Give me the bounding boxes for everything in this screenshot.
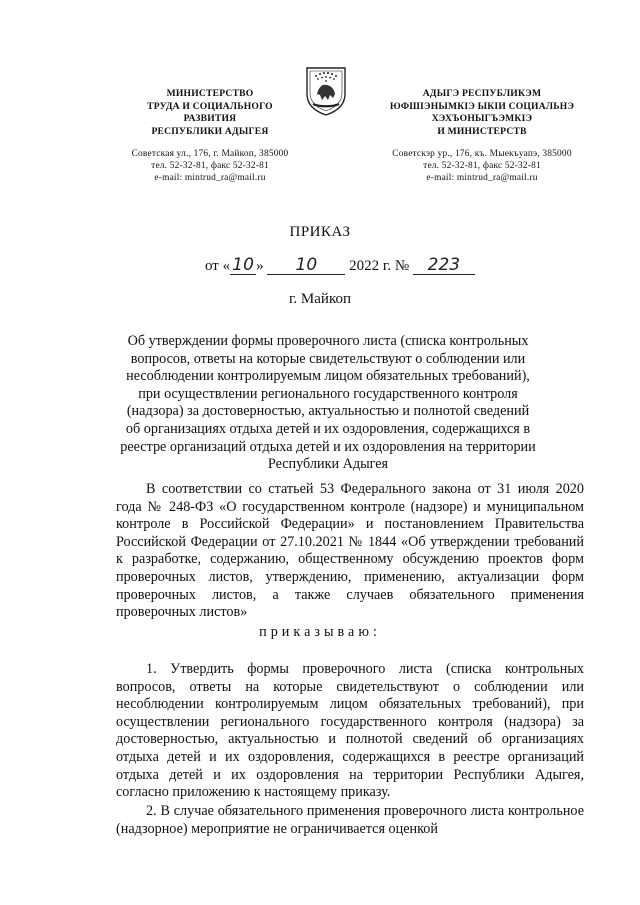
order-number: 223: [413, 256, 475, 275]
decree-word: приказываю:: [259, 624, 381, 640]
coat-of-arms-icon: [303, 64, 349, 116]
order-item-1: 1. Утвердить формы проверочного листа (списка контрольных вопросов, ответы на которые свидетельствуют о соблюдении или несоблюдении контролируемым лицом обязательных требований), при осуществлении регионального государственного контроля (надзора) за достоверностью, актуальностью и полнотой сведений об организациях отдыха детей и их оздоровления, содержащихся в реестре организаций отдыха детей и их оздоровления на территории Республики Адыгея, согласно приложению к настоящему приказу.: [116, 661, 584, 801]
order-quote-close: »: [256, 258, 264, 274]
ministry-contacts-right: [362, 148, 602, 184]
email: e-mail: mintrud_ra@mail.ru: [154, 173, 266, 184]
order-subject: Об утверждении формы проверочного листа (списка контрольных вопросов, ответы на которые свидетельствуют о соблюдении или несоблюдении контролируемым лицом обязательных требований), при осуществлении регионального государственного контроля (надзора) за достоверностью, актуальностью и полнотой сведений об организациях отдыха детей и их оздоровления, содержащихся в реестре организаций отдыха детей и их оздоровления на территории Республики Адыгея: [120, 333, 536, 473]
address: Советская ул., 176, г. Майкоп, 385000: [131, 149, 289, 160]
ministry-name-line: РАЗВИТИЯ: [183, 113, 237, 125]
ministry-name-line: ТРУДА И СОЦИАЛЬНОГО: [147, 100, 273, 112]
ministry-header-right: [362, 88, 602, 184]
order-from-label: от «: [205, 258, 231, 274]
ministry-name-line: МИНИСТЕРСТВО: [166, 88, 254, 99]
ministry-name-line: И МИНИСТЕРСТВ: [437, 125, 527, 137]
order-title: ПРИКАЗ: [289, 224, 351, 240]
order-month: 10: [267, 256, 345, 275]
order-year-label: 2022 г. №: [349, 258, 410, 274]
ministry-contacts-left: [95, 148, 325, 184]
email: e-mail: mintrud_ra@mail.ru: [426, 173, 538, 184]
ministry-name-line: АДЫГЭ РЕСПУБЛИКЭМ: [422, 88, 542, 99]
ministry-name-line: РЕСПУБЛИКИ АДЫГЕЯ: [151, 125, 269, 137]
order-date-number-line: [205, 256, 495, 275]
ministry-header-left: [95, 88, 325, 184]
phone: тел. 52-32-81, факс 52-32-81: [151, 161, 269, 172]
ministry-name-line: ЮФШІЭНЫМКІЭ ЫКІИ СОЦИАЛЬНЭ: [389, 100, 575, 112]
phone: тел. 52-32-81, факс 52-32-81: [423, 161, 541, 172]
legal-basis-paragraph: В соответствии со статьей 53 Федерального закона от 31 июля 2020 года № 248-ФЗ «О государственном контроле (надзоре) и муниципальном контроле в Российской Федерации» и постановлением Правительства Российской Федерации от 27.10.2021 № 1844 «Об утверждении требований к разработке, содержанию, общественному обсуждению проектов форм проверочных листов, утверждению, применению, актуализации форм проверочных листов, а также случаев обязательного применения проверочных листов»: [116, 481, 584, 621]
order-city: г. Майкоп: [288, 291, 352, 307]
address: Советскэр ур., 176, къ. Мыекъуапэ, 385000: [392, 149, 572, 160]
ministry-name-line: ХЭХЪОНЫГЪЭМКІЭ: [431, 113, 533, 125]
order-item-2: 2. В случае обязательного применения проверочного листа контрольное (надзорное) мероприятие не ограничивается оценкой: [116, 803, 584, 837]
order-day: 10: [230, 256, 256, 275]
